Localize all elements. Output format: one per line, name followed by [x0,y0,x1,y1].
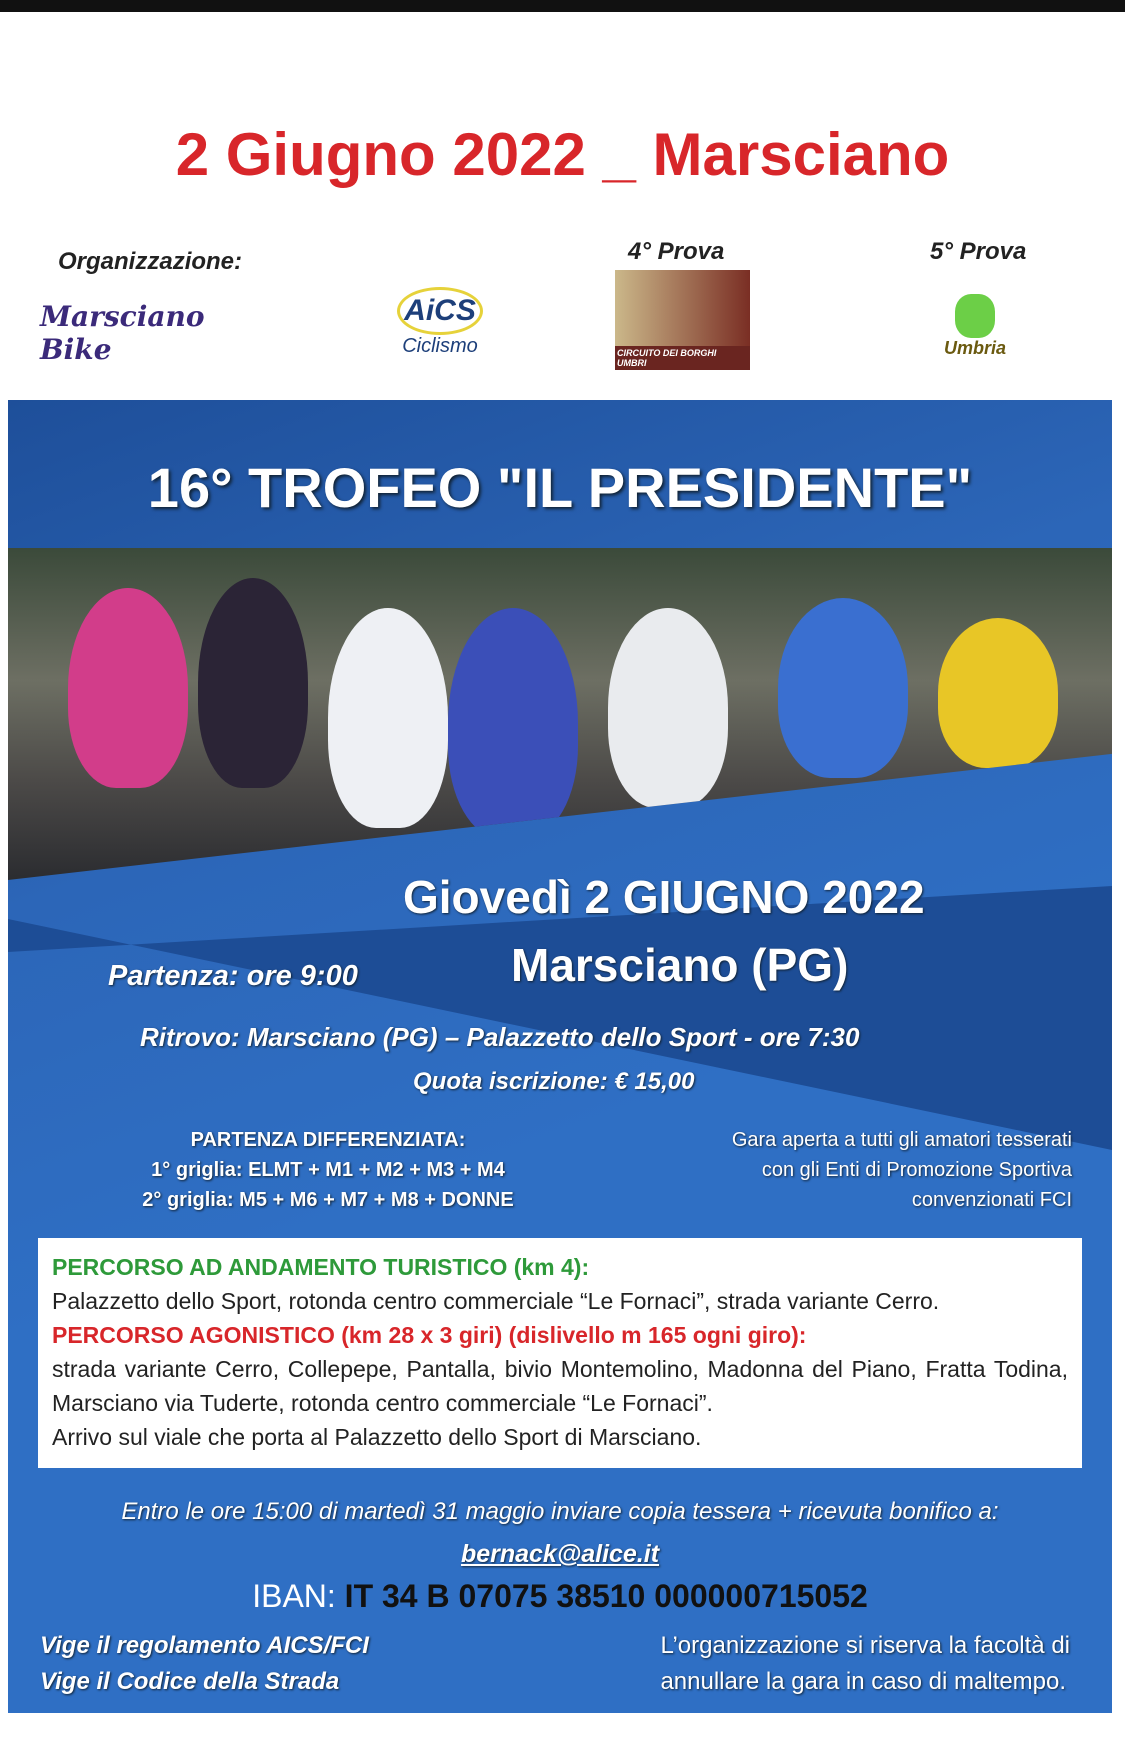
codice-strada: Vige il Codice della Strada [40,1668,340,1695]
email-link[interactable]: bernack@alice.it [460,1540,660,1568]
poster-panel [8,400,1112,1713]
diff-title: PARTENZA DIFFERENZIATA: [190,1129,466,1151]
iban-line [8,1578,1112,1615]
turistico-desc: Palazzetto dello Sport, rotonda centro commerciale “Le Fornaci”, strada variante Cerro. [52,1288,940,1314]
arrivo: Arrivo sul viale che porta al Palazzetto dello Sport di Marsciano. [52,1424,702,1450]
logo-text: CIRCUITO DEI BORGHI UMBRI [615,346,750,370]
maltempo-note [660,1628,1070,1700]
umbria-logo [905,270,1045,382]
prova5-label: 5° Prova [930,238,1027,265]
logo-text: Ciclismo [402,335,478,357]
partenza: Partenza: ore 9:00 [108,960,358,992]
regole [40,1628,369,1700]
page-title: 2 Giugno 2022 _ Marsciano [175,121,950,188]
iban-value: IT 34 B 07075 38510 000000715052 [344,1578,868,1614]
logo-text: Marsciano Bike [40,299,205,366]
agonistico-desc: strada variante Cerro, Collepepe, Pantalla, bivio Montemolino, Madonna del Piano, Fratta Todina, Marsciano via Tuderte, rotonda centro commerciale “Le Fornaci”. [52,1356,1068,1416]
entro-text: Entro le ore 15:00 di martedì 31 maggio inviare copia tessera + ricevuta bonifico a: [121,1498,999,1525]
event-date: Giovedì 2 GIUGNO 2022 [403,871,925,923]
status-bar [0,0,1125,12]
prova4-label: 4° Prova [628,238,725,265]
percorso-turistico-title: PERCORSO AD ANDAMENTO TURISTICO (km 4): [52,1254,590,1280]
aics-logo [390,275,490,370]
iban-label: IBAN: [252,1578,336,1614]
gara-line: Gara aperta a tutti gli amatori tesserati [731,1129,1072,1151]
ritrovo: Ritrovo: Marsciano (PG) – Palazzetto dello Sport - ore 7:30 [140,1022,860,1052]
maltempo-line: L’organizzazione si riserva la facoltà di [660,1632,1070,1659]
organizzazione-label: Organizzazione: [58,248,243,275]
percorso-box [38,1238,1082,1468]
gara-line: con gli Enti di Promozione Sportiva [761,1159,1072,1181]
quota: Quota iscrizione: € 15,00 [413,1068,695,1095]
logo-text: Umbria [943,337,1006,358]
trofeo-title: 16° TROFEO "IL PRESIDENTE" [147,456,973,519]
percorso-agonistico-title: PERCORSO AGONISTICO (km 28 x 3 giri) (dislivello m 165 ogni giro): [52,1322,807,1348]
marsciano-bike-logo [40,295,270,370]
circuito-logo [615,270,750,370]
maltempo-line: annullare la gara in caso di maltempo. [660,1668,1067,1695]
griglia-2: 2° griglia: M5 + M6 + M7 + M8 + DONNE [142,1189,514,1211]
event-place: Marsciano (PG) [511,939,849,991]
griglia-1: 1° griglia: ELMT + M1 + M2 + M3 + M4 [151,1159,505,1181]
partenza-differenziata [88,1125,568,1215]
logo-text: AiCS [397,287,483,335]
regolamento: Vige il regolamento AICS/FCI [40,1632,369,1659]
gara-line: convenzionati FCI [911,1189,1072,1211]
gara-info [732,1125,1072,1215]
